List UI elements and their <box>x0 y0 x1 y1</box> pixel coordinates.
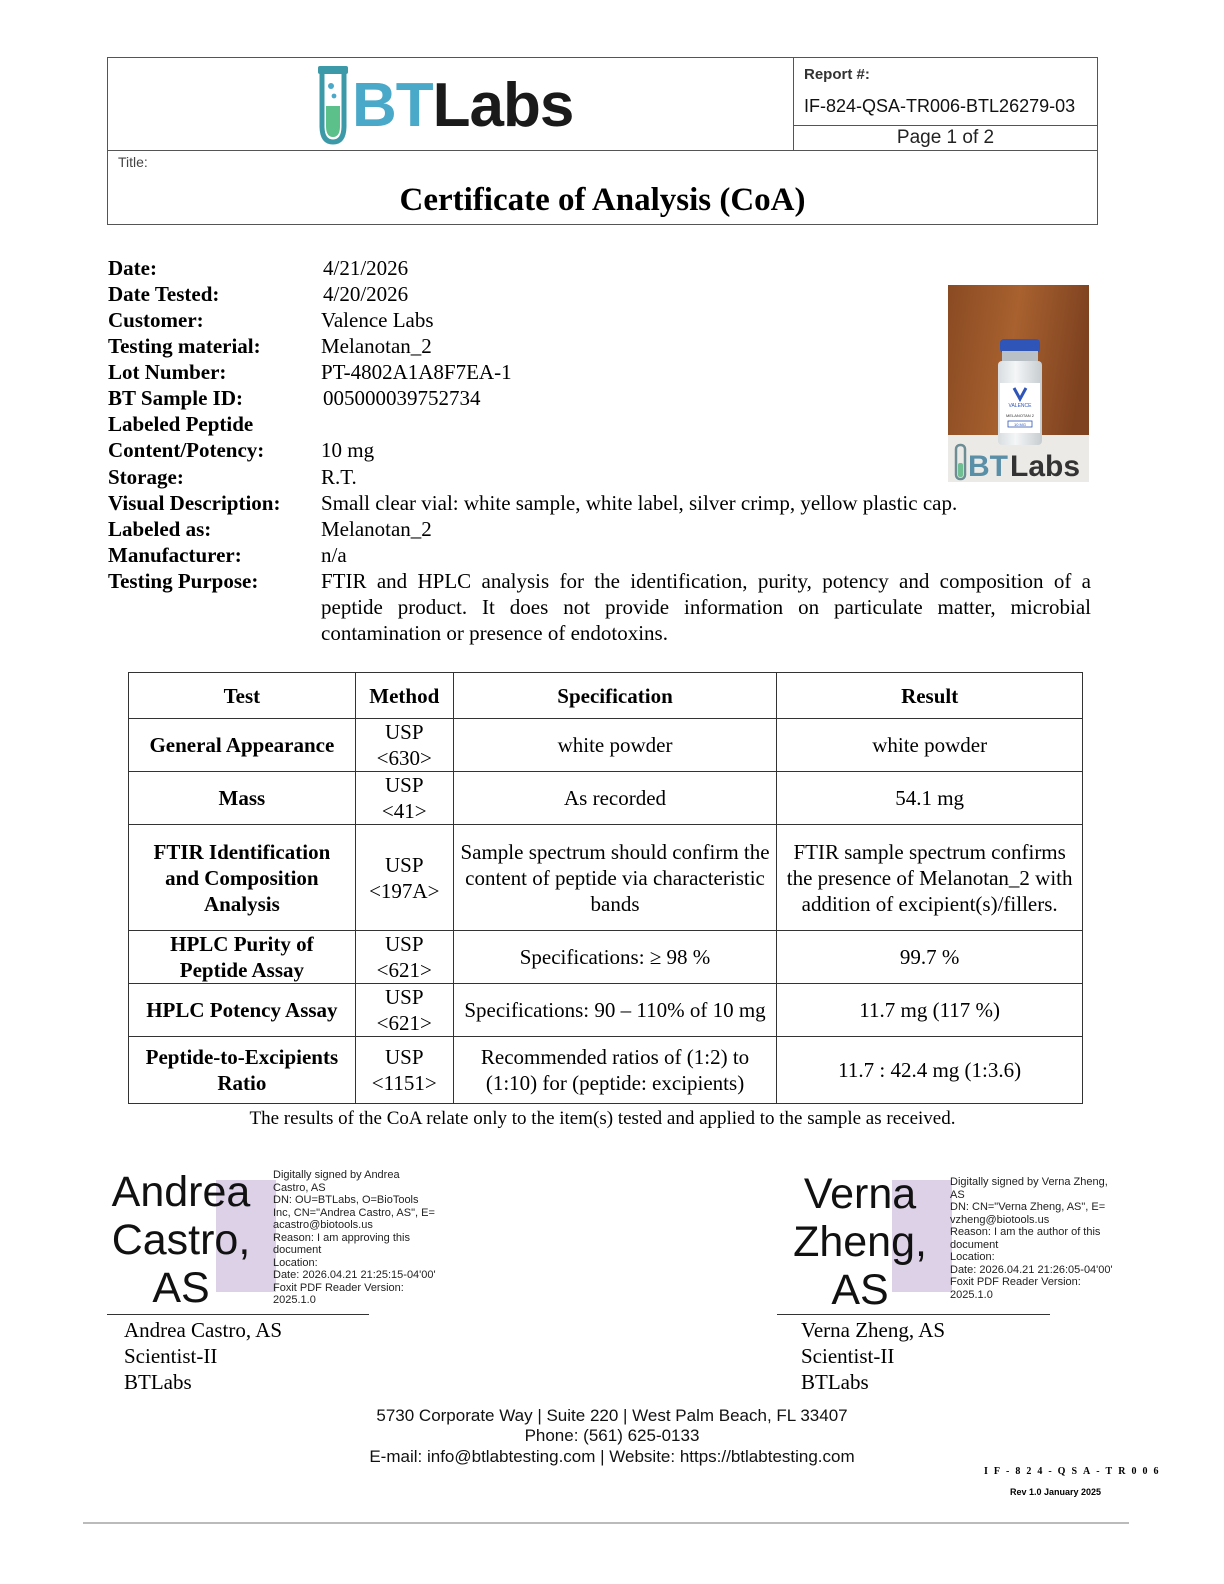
customer-value: Valence Labs <box>321 308 434 332</box>
digital-signature-stamp <box>273 1169 453 1307</box>
test-cell: Peptide-to-Excipients Ratio <box>129 1037 356 1104</box>
stamp-line: Location: <box>273 1256 318 1269</box>
date-tested-value: 4/20/2026 <box>323 282 409 306</box>
stamp-line: 2025.1.0 <box>273 1294 316 1306</box>
testing-material-value: Melanotan_2 <box>321 334 432 358</box>
sample-id-label: BT Sample ID: <box>108 386 243 410</box>
digital-signature-stamp <box>950 1176 1130 1301</box>
page-indicator: Page 1 of 2 <box>896 127 995 148</box>
footer-contact-text: E-mail: info@btlabtesting.com | Website: https://btlabtesting.com <box>369 1447 855 1466</box>
table-row <box>129 931 1083 984</box>
stamp-line: vzheng@biotools.us <box>950 1213 1050 1226</box>
stamp-line: AS <box>950 1188 965 1201</box>
specification-cell: Sample spectrum should confirm the content of peptide via characteristic bands <box>453 825 777 931</box>
revision-note: Rev 1.0 January 2025 <box>1010 1487 1102 1497</box>
stamp-line: Location: <box>950 1251 995 1263</box>
stamp-line: DN: CN="Verna Zheng, AS", E= <box>950 1201 1106 1213</box>
stamp-line: Inc, CN="Andrea Castro, AS", E= <box>273 1206 435 1219</box>
photo-watermark-labs: Labs <box>1010 450 1081 482</box>
test-cell: FTIR Identification and Composition Analysis <box>129 825 356 931</box>
signatory-name: Andrea Castro, AS <box>124 1318 283 1342</box>
method-cell: USP <1151> <box>355 1037 453 1104</box>
specification-cell: white powder <box>453 719 777 772</box>
results-table <box>128 672 1083 1104</box>
lot-number-value: PT-4802A1A8F7EA-1 <box>321 360 512 384</box>
content-potency-label: Content/Potency: <box>108 438 265 462</box>
photo-watermark-bt: BT <box>968 450 1008 482</box>
logo-labs: Labs <box>432 71 574 140</box>
labeled-as-label: Labeled as: <box>108 517 212 541</box>
signatory-role: Scientist-II <box>801 1344 895 1368</box>
labeled-peptide-value: 10 mg <box>321 438 375 462</box>
column-header-specification: Specification <box>453 673 777 719</box>
signature-line <box>777 1314 1050 1315</box>
logo-wordmark <box>352 66 573 146</box>
result-cell: 11.7 mg (117 %) <box>777 984 1083 1037</box>
stamp-line: document <box>273 1244 322 1256</box>
report-divider <box>793 125 1098 126</box>
testing-purpose-label: Testing Purpose: <box>108 569 259 593</box>
stamp-line: document <box>950 1238 999 1251</box>
signatory-name: Verna Zheng, AS <box>801 1318 946 1342</box>
document-title: Certificate of Analysis (CoA) <box>399 182 806 218</box>
date-tested-label: Date Tested: <box>108 282 220 306</box>
logo-bt: BT <box>352 71 433 140</box>
method-cell: USP <621> <box>355 984 453 1037</box>
stamp-line: Reason: I am approving this <box>273 1231 410 1244</box>
title-label: Title: <box>118 154 148 170</box>
stamp-line: Digitally signed by Verna Zheng, <box>950 1176 1108 1188</box>
specification-cell: Specifications: 90 – 110% of 10 mg <box>453 984 777 1037</box>
footer-phone: Phone: (561) 625-0133 <box>524 1426 700 1445</box>
test-cell: HPLC Purity of Peptide Assay <box>129 931 356 984</box>
signature-line-3: AS <box>152 1264 210 1312</box>
stamp-line: Date: 2026.04.21 21:25:15-04'00' <box>273 1269 436 1281</box>
signature-verna-zheng <box>785 1170 935 1314</box>
stamp-line: Date: 2026.04.21 21:26:05-04'00' <box>950 1263 1113 1276</box>
labeled-peptide-label: Labeled Peptide <box>108 412 254 436</box>
vial-dose-text: 10 MG <box>1013 422 1027 427</box>
method-cell: USP <197A> <box>355 825 453 931</box>
column-header-method: Method <box>355 673 453 719</box>
stamp-line: acastro@biotools.us <box>273 1219 373 1231</box>
signature-andrea-castro <box>107 1168 255 1312</box>
signatory-org: BTLabs <box>801 1370 869 1394</box>
test-cell: HPLC Potency Assay <box>129 984 356 1037</box>
date-label: Date: <box>108 256 157 280</box>
storage-value: R.T. <box>321 465 357 489</box>
stamp-line: Digitally signed by Andrea <box>273 1169 400 1181</box>
form-code: IF-824-QSA-TR006 <box>984 1466 1165 1477</box>
signature-line-1: Andrea <box>111 1168 251 1216</box>
results-disclaimer: The results of the CoA relate only to the item(s) tested and applied to the sample as received. <box>249 1108 956 1129</box>
testing-purpose-value: FTIR and HPLC analysis for the identification, purity, potency and composition of a peptide product. It does not provide information on particulate matter, microbial contamination or presence of endotoxins. <box>321 569 1091 645</box>
vial-product-text: MELANOTAN 2 <box>1006 413 1034 418</box>
table-row <box>129 1037 1083 1104</box>
signature-line-3: AS <box>831 1266 889 1314</box>
vial-photo <box>948 285 1089 482</box>
customer-label: Customer: <box>108 308 204 332</box>
method-cell: USP <630> <box>355 719 453 772</box>
report-label: Report #: <box>804 66 870 83</box>
stamp-line: Reason: I am the author of this <box>950 1226 1101 1238</box>
manufacturer-label: Manufacturer: <box>108 543 242 567</box>
test-cell: General Appearance <box>129 719 356 772</box>
specification-cell: Recommended ratios of (1:2) to (1:10) for (peptide: excipients) <box>453 1037 777 1104</box>
footer-address: 5730 Corporate Way | Suite 220 | West Palm Beach, FL 33407 <box>376 1406 848 1425</box>
signatory-block <box>124 1317 282 1395</box>
method-cell: USP <621> <box>355 931 453 984</box>
visual-description-label: Visual Description: <box>108 491 281 515</box>
stamp-line: 2025.1.0 <box>950 1288 993 1301</box>
bottom-rule <box>83 1522 1129 1524</box>
stamp-line: Foxit PDF Reader Version: <box>950 1276 1081 1288</box>
stamp-line: DN: OU=BTLabs, O=BioTools <box>273 1194 419 1206</box>
test-cell: Mass <box>129 772 356 825</box>
table-header-row <box>129 673 1083 719</box>
signature-line-2: Zheng, <box>793 1218 927 1266</box>
result-cell: FTIR sample spectrum confirms the presence of Melanotan_2 with addition of excipient(s)/fillers. <box>777 825 1083 931</box>
result-cell: 11.7 : 42.4 mg (1:3.6) <box>777 1037 1083 1104</box>
manufacturer-value: n/a <box>321 543 347 567</box>
storage-label: Storage: <box>108 465 184 489</box>
column-header-result: Result <box>777 673 1083 719</box>
column-header-test: Test <box>129 673 356 719</box>
signatory-role: Scientist-II <box>124 1344 218 1368</box>
method-cell: USP <41> <box>355 772 453 825</box>
result-cell: 99.7 % <box>777 931 1083 984</box>
result-cell: white powder <box>777 719 1083 772</box>
date-value: 4/21/2026 <box>323 256 409 280</box>
stamp-line: Foxit PDF Reader Version: <box>273 1281 404 1294</box>
labeled-as-value: Melanotan_2 <box>321 517 432 541</box>
lot-number-label: Lot Number: <box>108 360 227 384</box>
visual-description-value: Small clear vial: white sample, white label, silver crimp, yellow plastic cap. <box>321 491 958 515</box>
result-cell: 54.1 mg <box>777 772 1083 825</box>
signatory-org: BTLabs <box>124 1370 192 1394</box>
signatory-block <box>801 1317 945 1395</box>
stamp-line: Castro, AS <box>273 1181 326 1194</box>
specification-cell: Specifications: ≥ 98 % <box>453 931 777 984</box>
table-row <box>129 825 1083 931</box>
report-number: IF-824-QSA-TR006-BTL26279-03 <box>804 96 1076 116</box>
signature-line-2: Castro, <box>111 1216 251 1264</box>
signature-line <box>107 1314 369 1315</box>
table-row <box>129 984 1083 1037</box>
sample-id-value: 005000039752734 <box>323 386 481 410</box>
testing-material-label: Testing material: <box>108 334 261 358</box>
header-divider <box>107 150 1098 151</box>
table-row <box>129 719 1083 772</box>
footer-contact <box>0 1446 1224 1467</box>
signature-line-1: Verna <box>803 1170 917 1218</box>
table-row <box>129 772 1083 825</box>
specification-cell: As recorded <box>453 772 777 825</box>
vial-brand-text: VALENCE <box>1008 403 1032 409</box>
